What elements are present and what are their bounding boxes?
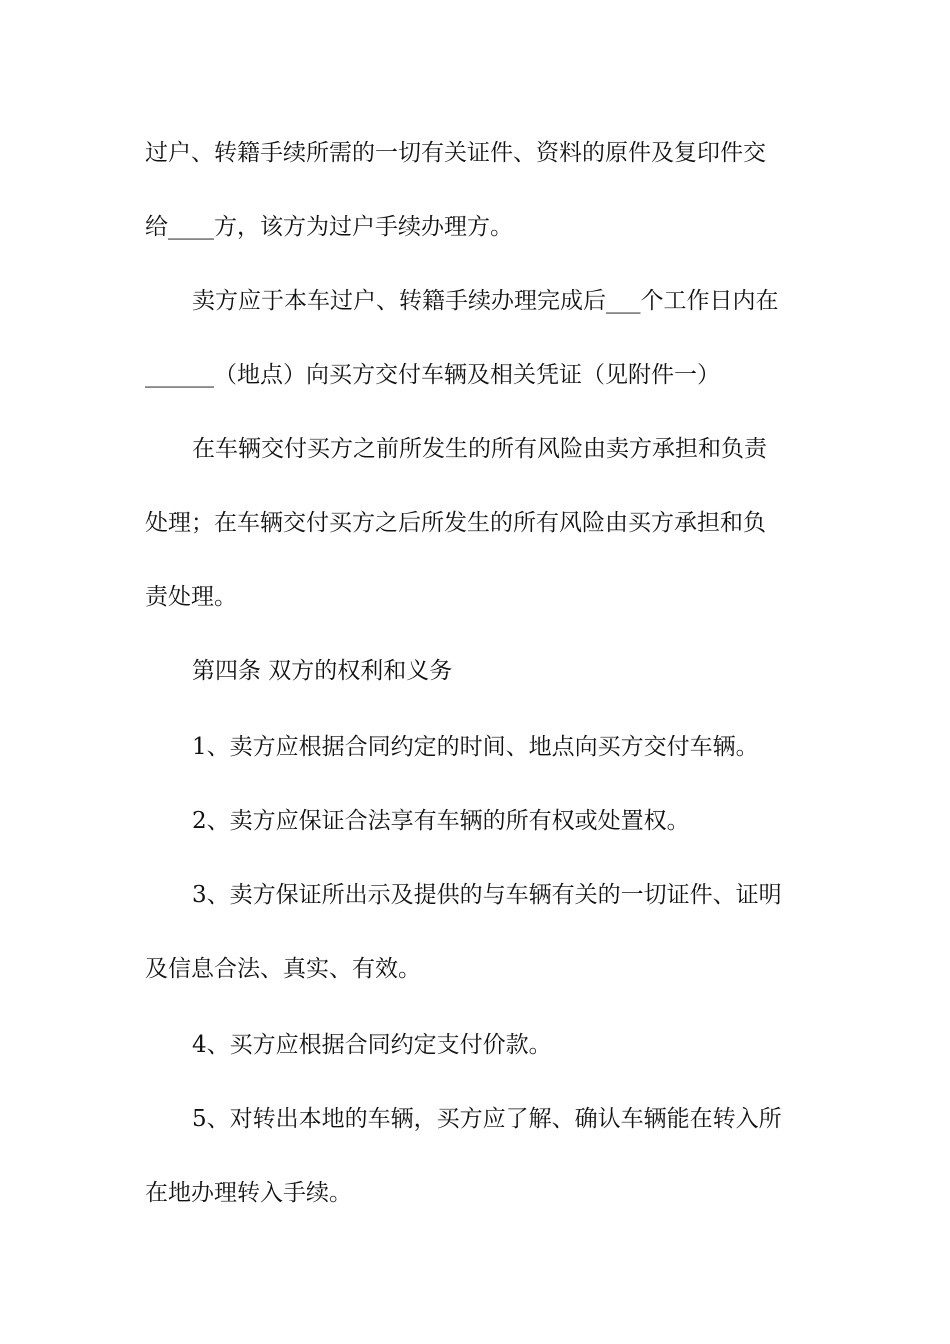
- section-heading: 第四条 双方的权利和义务: [192, 658, 453, 684]
- list-item-5-line-1: 5、对转出本地的车辆，买方应了解、确认车辆能在转入所: [192, 1106, 782, 1132]
- paragraph-line-2: 给____方，该方为过户手续办理方。: [145, 214, 513, 240]
- paragraph-line-7: 责处理。: [145, 584, 237, 610]
- paragraph-line-5: 在车辆交付买方之前所发生的所有风险由卖方承担和负责: [192, 436, 767, 462]
- list-item-4: 4、买方应根据合同约定支付价款。: [192, 1032, 552, 1058]
- paragraph-line-4: ______（地点）向买方交付车辆及相关凭证（见附件一）: [145, 362, 720, 388]
- list-item-3-line-1: 3、卖方保证所出示及提供的与车辆有关的一切证件、证明: [192, 882, 782, 908]
- paragraph-line-3: 卖方应于本车过户、转籍手续办理完成后___个工作日内在: [192, 288, 779, 314]
- paragraph-line-6: 处理；在车辆交付买方之后所发生的所有风险由买方承担和负: [145, 510, 766, 536]
- list-item-2: 2、卖方应保证合法享有车辆的所有权或处置权。: [192, 808, 690, 834]
- paragraph-line-1: 过户、转籍手续所需的一切有关证件、资料的原件及复印件交: [145, 140, 766, 166]
- list-item-1: 1、卖方应根据合同约定的时间、地点向买方交付车辆。: [192, 734, 759, 760]
- list-item-3-line-2: 及信息合法、真实、有效。: [145, 956, 421, 982]
- list-item-5-line-2: 在地办理转入手续。: [145, 1180, 352, 1206]
